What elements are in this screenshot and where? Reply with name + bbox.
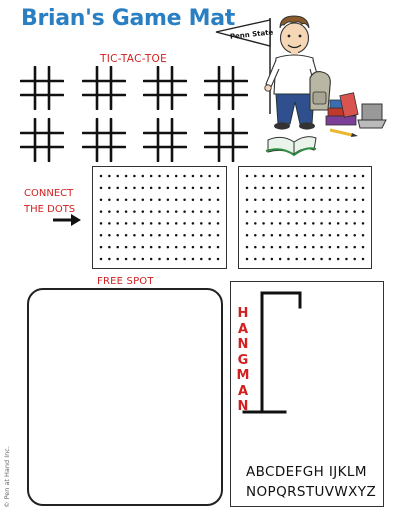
dot[interactable] [254, 175, 256, 178]
dot[interactable] [304, 222, 307, 225]
dot[interactable] [337, 234, 340, 237]
tic-tac-toe-label: TIC-TAC-TOE [100, 53, 168, 65]
dot[interactable] [183, 210, 186, 213]
dot[interactable] [108, 210, 111, 213]
dot[interactable] [337, 210, 340, 213]
dot[interactable] [200, 175, 203, 178]
dot[interactable] [150, 246, 153, 249]
dot[interactable] [208, 210, 211, 213]
dot[interactable] [175, 210, 178, 213]
dot[interactable] [279, 246, 282, 249]
hangman-letter: A [237, 383, 249, 399]
dot-grid[interactable] [93, 167, 226, 268]
connect-dots-board-right[interactable] [238, 166, 372, 269]
dot[interactable] [329, 198, 332, 201]
dot[interactable] [200, 198, 203, 201]
dot[interactable] [287, 234, 290, 237]
dot[interactable] [329, 222, 332, 225]
dot[interactable] [150, 234, 153, 237]
dot[interactable] [167, 187, 170, 190]
hangman-letter: N [237, 399, 249, 414]
dot[interactable] [158, 187, 161, 190]
dot[interactable] [116, 210, 119, 213]
dot[interactable] [254, 198, 256, 201]
dot[interactable] [262, 175, 265, 178]
dot[interactable] [320, 222, 323, 225]
dot[interactable] [254, 234, 256, 237]
dot[interactable] [246, 222, 249, 225]
dot[interactable] [183, 187, 186, 190]
dot[interactable] [304, 198, 307, 201]
dot[interactable] [175, 222, 178, 225]
dot[interactable] [254, 258, 256, 261]
dot[interactable] [192, 222, 195, 225]
dot[interactable] [304, 210, 307, 213]
dot[interactable] [312, 187, 315, 190]
dot[interactable] [329, 234, 332, 237]
dot[interactable] [208, 175, 211, 178]
dot[interactable] [192, 234, 195, 237]
dot[interactable] [150, 210, 153, 213]
dot[interactable] [254, 187, 256, 190]
dot[interactable] [337, 246, 340, 249]
dot[interactable] [100, 210, 103, 213]
dot[interactable] [167, 210, 170, 213]
dot[interactable] [200, 210, 203, 213]
dot[interactable] [125, 187, 128, 190]
dot[interactable] [142, 198, 145, 201]
dot[interactable] [183, 258, 186, 261]
dot[interactable] [295, 222, 298, 225]
dot[interactable] [217, 175, 220, 178]
hangman-letter: H [237, 306, 249, 321]
hangman-letter: A [237, 321, 249, 337]
dot[interactable] [345, 187, 348, 190]
dot[interactable] [142, 187, 145, 190]
dot[interactable] [329, 187, 332, 190]
tic-tac-toe-grid[interactable] [20, 118, 64, 162]
dot[interactable] [200, 258, 203, 261]
dot[interactable] [320, 175, 323, 178]
dot[interactable] [125, 258, 128, 261]
dot[interactable] [279, 222, 282, 225]
dot[interactable] [217, 198, 220, 201]
dot[interactable] [192, 210, 195, 213]
dot[interactable] [133, 210, 136, 213]
dot[interactable] [208, 187, 211, 190]
dot[interactable] [304, 246, 307, 249]
dot[interactable] [345, 234, 348, 237]
dot[interactable] [142, 258, 145, 261]
dot[interactable] [345, 198, 348, 201]
dot[interactable] [217, 258, 220, 261]
dot[interactable] [133, 175, 136, 178]
dot[interactable] [345, 222, 348, 225]
dot[interactable] [295, 187, 298, 190]
dot[interactable] [125, 234, 128, 237]
dot-grid[interactable] [239, 167, 371, 268]
dot[interactable] [208, 234, 211, 237]
dot[interactable] [192, 198, 195, 201]
dot[interactable] [312, 175, 315, 178]
dot[interactable] [279, 210, 282, 213]
dot[interactable] [158, 246, 161, 249]
dot[interactable] [304, 258, 307, 261]
dot[interactable] [142, 210, 145, 213]
tic-tac-toe-grid[interactable] [143, 118, 187, 162]
copyright-text: © Pen at Hand Inc. [3, 446, 11, 508]
dot[interactable] [287, 210, 290, 213]
dot[interactable] [192, 246, 195, 249]
dot[interactable] [192, 187, 195, 190]
dot[interactable] [279, 175, 282, 178]
dot[interactable] [175, 234, 178, 237]
connect-dots-line2: THE DOTS [24, 204, 76, 215]
dot[interactable] [320, 258, 323, 261]
dot[interactable] [167, 234, 170, 237]
books-icon [326, 93, 358, 125]
dot[interactable] [262, 258, 265, 261]
dot[interactable] [108, 258, 111, 261]
tic-tac-toe-grid[interactable] [20, 66, 64, 110]
dot[interactable] [362, 175, 365, 178]
dot[interactable] [167, 175, 170, 178]
laptop-icon [358, 104, 386, 128]
dot[interactable] [362, 222, 365, 225]
dot[interactable] [262, 222, 265, 225]
dot[interactable] [175, 246, 178, 249]
dot[interactable] [217, 246, 220, 249]
dot[interactable] [246, 234, 249, 237]
dot[interactable] [337, 258, 340, 261]
dot[interactable] [125, 175, 128, 178]
dot[interactable] [108, 198, 111, 201]
dot[interactable] [133, 234, 136, 237]
dot[interactable] [279, 234, 282, 237]
dot[interactable] [304, 175, 307, 178]
dot[interactable] [312, 222, 315, 225]
tic-tac-toe-grid[interactable] [82, 118, 126, 162]
dot[interactable] [142, 222, 145, 225]
arrow-right-icon [52, 213, 82, 227]
dot[interactable] [100, 175, 103, 178]
dot[interactable] [158, 210, 161, 213]
gallows-icon [230, 281, 384, 441]
dot[interactable] [142, 234, 145, 237]
dot[interactable] [142, 246, 145, 249]
dot[interactable] [158, 258, 161, 261]
dot[interactable] [353, 222, 356, 225]
dot[interactable] [287, 187, 290, 190]
dot[interactable] [158, 234, 161, 237]
dot[interactable] [320, 210, 323, 213]
dot[interactable] [133, 246, 136, 249]
dot[interactable] [254, 210, 256, 213]
dot[interactable] [320, 187, 323, 190]
dot[interactable] [262, 210, 265, 213]
dot[interactable] [133, 198, 136, 201]
dot[interactable] [312, 198, 315, 201]
dot[interactable] [304, 187, 307, 190]
dot[interactable] [362, 198, 365, 201]
dot[interactable] [183, 222, 186, 225]
dot[interactable] [133, 258, 136, 261]
dot[interactable] [200, 222, 203, 225]
dot[interactable] [353, 210, 356, 213]
dot[interactable] [108, 175, 111, 178]
dot[interactable] [208, 246, 211, 249]
hangman-letter: G [237, 352, 249, 368]
dot[interactable] [287, 258, 290, 261]
dot[interactable] [345, 210, 348, 213]
dot[interactable] [175, 187, 178, 190]
dot[interactable] [158, 198, 161, 201]
dot[interactable] [312, 246, 315, 249]
dot[interactable] [108, 234, 111, 237]
dot[interactable] [116, 222, 119, 225]
connect-dots-board-left[interactable] [92, 166, 227, 269]
dot[interactable] [262, 198, 265, 201]
dot[interactable] [142, 175, 145, 178]
dot[interactable] [337, 198, 340, 201]
dot[interactable] [246, 258, 249, 261]
dot[interactable] [100, 234, 103, 237]
dot[interactable] [271, 198, 274, 201]
dot[interactable] [337, 222, 340, 225]
dot[interactable] [287, 198, 290, 201]
dot[interactable] [217, 234, 220, 237]
dot[interactable] [150, 198, 153, 201]
dot[interactable] [133, 187, 136, 190]
backpack-icon [310, 72, 330, 110]
dot[interactable] [345, 258, 348, 261]
dot[interactable] [208, 222, 211, 225]
dot[interactable] [271, 222, 274, 225]
dot[interactable] [312, 258, 315, 261]
dot[interactable] [279, 187, 282, 190]
dot[interactable] [167, 246, 170, 249]
student-illustration [210, 14, 390, 160]
dot[interactable] [262, 187, 265, 190]
dot[interactable] [150, 187, 153, 190]
dot[interactable] [200, 234, 203, 237]
hangman-word [236, 306, 250, 415]
pennant-text: Penn State [229, 28, 274, 41]
dot[interactable] [329, 246, 332, 249]
dot[interactable] [150, 222, 153, 225]
dot[interactable] [320, 198, 323, 201]
dot[interactable] [125, 210, 128, 213]
dot[interactable] [125, 222, 128, 225]
hangman-letter: M [236, 368, 250, 383]
dot[interactable] [150, 258, 153, 261]
dot[interactable] [100, 198, 103, 201]
dot[interactable] [175, 175, 178, 178]
dot[interactable] [295, 246, 298, 249]
open-book-icon [266, 137, 316, 155]
dot[interactable] [100, 222, 103, 225]
dot[interactable] [192, 258, 195, 261]
dot[interactable] [108, 246, 111, 249]
dot[interactable] [262, 234, 265, 237]
dot[interactable] [167, 258, 170, 261]
dot[interactable] [217, 222, 220, 225]
dot[interactable] [312, 210, 315, 213]
pennant-icon [216, 18, 274, 114]
dot[interactable] [158, 175, 161, 178]
dot[interactable] [353, 175, 356, 178]
dot[interactable] [271, 246, 274, 249]
dot[interactable] [116, 258, 119, 261]
dot[interactable] [320, 234, 323, 237]
dot[interactable] [133, 222, 136, 225]
tic-tac-toe-grid[interactable] [143, 66, 187, 110]
dot[interactable] [125, 246, 128, 249]
alphabet-row-2[interactable]: NOPQRSTUVWXYZ [246, 484, 377, 500]
dot[interactable] [167, 198, 170, 201]
dot[interactable] [362, 210, 365, 213]
dot[interactable] [312, 234, 315, 237]
dot[interactable] [362, 246, 365, 249]
dot[interactable] [329, 210, 332, 213]
dot[interactable] [345, 246, 348, 249]
free-spot-label: FREE SPOT [97, 276, 154, 287]
dot[interactable] [304, 234, 307, 237]
pencil-icon [330, 130, 358, 137]
dot[interactable] [100, 246, 103, 249]
dot[interactable] [183, 198, 186, 201]
dot[interactable] [287, 222, 290, 225]
free-spot-box[interactable] [27, 288, 223, 506]
dot[interactable] [200, 246, 203, 249]
dot[interactable] [271, 258, 274, 261]
dot[interactable] [208, 198, 211, 201]
dot[interactable] [116, 198, 119, 201]
dot[interactable] [295, 258, 298, 261]
dot[interactable] [295, 198, 298, 201]
dot[interactable] [116, 187, 119, 190]
dot[interactable] [320, 246, 323, 249]
dot[interactable] [246, 198, 249, 201]
dot[interactable] [362, 258, 365, 261]
dot[interactable] [287, 246, 290, 249]
dot[interactable] [353, 187, 356, 190]
dot[interactable] [183, 234, 186, 237]
dot[interactable] [116, 234, 119, 237]
dot[interactable] [295, 210, 298, 213]
dot[interactable] [287, 175, 290, 178]
dot[interactable] [217, 210, 220, 213]
dot[interactable] [254, 222, 256, 225]
dot[interactable] [362, 187, 365, 190]
dot[interactable] [116, 175, 119, 178]
dot[interactable] [108, 187, 111, 190]
dot[interactable] [158, 222, 161, 225]
dot[interactable] [150, 175, 153, 178]
dot[interactable] [337, 175, 340, 178]
page-title: Brian's Game Mat [21, 6, 236, 31]
copyright-notice [1, 340, 11, 510]
dot[interactable] [254, 246, 256, 249]
dot[interactable] [279, 258, 282, 261]
dot[interactable] [183, 175, 186, 178]
dot[interactable] [125, 198, 128, 201]
dot[interactable] [246, 246, 249, 249]
dot[interactable] [329, 175, 332, 178]
dot[interactable] [353, 246, 356, 249]
dot[interactable] [271, 234, 274, 237]
dot[interactable] [108, 222, 111, 225]
dot[interactable] [271, 210, 274, 213]
dot[interactable] [295, 234, 298, 237]
dot[interactable] [345, 175, 348, 178]
dot[interactable] [200, 187, 203, 190]
dot[interactable] [329, 258, 332, 261]
alphabet-row-1[interactable]: ABCDEFGH IJKLM [246, 464, 367, 480]
dot[interactable] [271, 175, 274, 178]
dot[interactable] [271, 187, 274, 190]
dot[interactable] [183, 246, 186, 249]
dot[interactable] [362, 234, 365, 237]
dot[interactable] [246, 175, 249, 178]
dot[interactable] [353, 234, 356, 237]
dot[interactable] [279, 198, 282, 201]
tic-tac-toe-grid[interactable] [82, 66, 126, 110]
dot[interactable] [100, 258, 103, 261]
dot[interactable] [175, 198, 178, 201]
dot[interactable] [100, 187, 103, 190]
dot[interactable] [353, 258, 356, 261]
dot[interactable] [262, 246, 265, 249]
dot[interactable] [175, 258, 178, 261]
dot[interactable] [295, 175, 298, 178]
dot[interactable] [217, 187, 220, 190]
dot[interactable] [337, 187, 340, 190]
dot[interactable] [192, 175, 195, 178]
dot[interactable] [167, 222, 170, 225]
hangman-letter: N [237, 337, 249, 352]
dot[interactable] [208, 258, 211, 261]
dot[interactable] [116, 246, 119, 249]
dot[interactable] [246, 210, 249, 213]
dot[interactable] [246, 187, 249, 190]
dot[interactable] [353, 198, 356, 201]
connect-dots-line1: CONNECT [24, 188, 74, 199]
